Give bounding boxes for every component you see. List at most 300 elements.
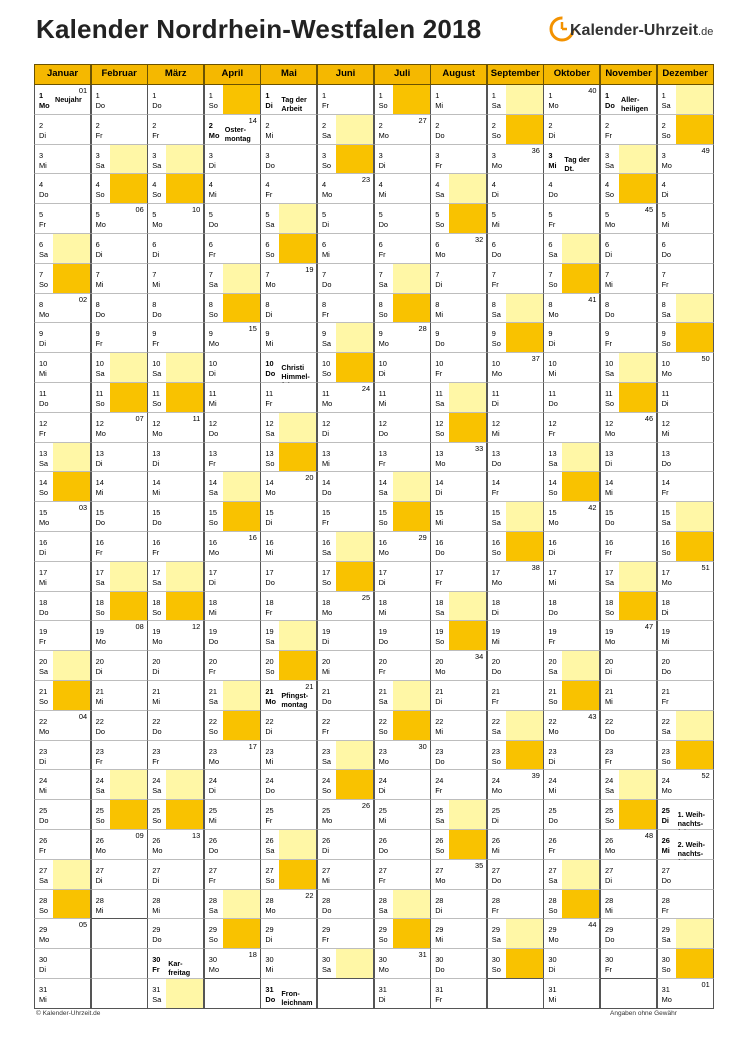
- day-cell[interactable]: [317, 323, 374, 353]
- day-cell[interactable]: [147, 979, 204, 1009]
- day-cell[interactable]: [600, 741, 657, 771]
- day-cell[interactable]: [204, 502, 261, 532]
- day-cell[interactable]: [430, 532, 487, 562]
- day-cell[interactable]: [543, 145, 600, 175]
- day-cell[interactable]: [317, 741, 374, 771]
- day-cell[interactable]: [657, 353, 714, 383]
- day-cell[interactable]: [657, 264, 714, 294]
- day-cell[interactable]: [487, 353, 544, 383]
- day-cell[interactable]: [147, 592, 204, 622]
- day-cell[interactable]: [260, 443, 317, 473]
- day-cell[interactable]: [147, 681, 204, 711]
- day-cell[interactable]: [657, 741, 714, 771]
- day-cell[interactable]: [260, 651, 317, 681]
- day-cell[interactable]: [487, 413, 544, 443]
- day-cell[interactable]: [34, 890, 91, 920]
- day-cell[interactable]: [430, 711, 487, 741]
- day-cell[interactable]: [204, 323, 261, 353]
- day-cell[interactable]: [657, 890, 714, 920]
- day-cell[interactable]: [430, 770, 487, 800]
- day-cell[interactable]: [487, 830, 544, 860]
- day-cell[interactable]: [34, 145, 91, 175]
- day-cell[interactable]: [487, 174, 544, 204]
- day-cell[interactable]: [147, 145, 204, 175]
- day-cell[interactable]: [543, 383, 600, 413]
- day-cell[interactable]: [487, 800, 544, 830]
- day-cell[interactable]: [204, 413, 261, 443]
- day-cell[interactable]: [260, 294, 317, 324]
- day-cell[interactable]: [430, 472, 487, 502]
- day-cell[interactable]: [657, 562, 714, 592]
- day-cell[interactable]: [374, 621, 431, 651]
- day-cell[interactable]: [374, 145, 431, 175]
- day-cell[interactable]: [147, 234, 204, 264]
- day-cell[interactable]: [374, 770, 431, 800]
- day-cell[interactable]: [543, 592, 600, 622]
- day-cell[interactable]: [657, 174, 714, 204]
- day-cell[interactable]: [657, 532, 714, 562]
- day-cell[interactable]: [91, 562, 148, 592]
- day-cell[interactable]: [204, 919, 261, 949]
- day-cell[interactable]: [487, 204, 544, 234]
- day-cell[interactable]: [260, 979, 317, 1009]
- day-cell[interactable]: [317, 443, 374, 473]
- day-cell[interactable]: [430, 681, 487, 711]
- day-cell[interactable]: [317, 294, 374, 324]
- day-cell[interactable]: [34, 204, 91, 234]
- day-cell[interactable]: [430, 294, 487, 324]
- day-cell[interactable]: [543, 353, 600, 383]
- day-cell[interactable]: [657, 830, 714, 860]
- day-cell[interactable]: [204, 711, 261, 741]
- day-cell[interactable]: [260, 621, 317, 651]
- day-cell[interactable]: [374, 860, 431, 890]
- day-cell[interactable]: [260, 532, 317, 562]
- day-cell[interactable]: [91, 174, 148, 204]
- day-cell[interactable]: [91, 681, 148, 711]
- day-cell[interactable]: [430, 383, 487, 413]
- day-cell[interactable]: [34, 174, 91, 204]
- day-cell[interactable]: [204, 562, 261, 592]
- day-cell[interactable]: [204, 860, 261, 890]
- day-cell[interactable]: [657, 145, 714, 175]
- day-cell[interactable]: [600, 532, 657, 562]
- day-cell[interactable]: [34, 681, 91, 711]
- day-cell[interactable]: [260, 562, 317, 592]
- day-cell[interactable]: [543, 890, 600, 920]
- day-cell[interactable]: [91, 890, 148, 920]
- day-cell[interactable]: [657, 949, 714, 979]
- day-cell[interactable]: [317, 532, 374, 562]
- day-cell[interactable]: [543, 472, 600, 502]
- day-cell[interactable]: [430, 621, 487, 651]
- day-cell[interactable]: [657, 472, 714, 502]
- day-cell[interactable]: [147, 860, 204, 890]
- day-cell[interactable]: [430, 979, 487, 1009]
- day-cell[interactable]: [430, 353, 487, 383]
- day-cell[interactable]: [374, 294, 431, 324]
- day-cell[interactable]: [543, 919, 600, 949]
- day-cell[interactable]: [260, 860, 317, 890]
- day-cell[interactable]: [204, 890, 261, 920]
- day-cell[interactable]: [374, 741, 431, 771]
- day-cell[interactable]: [34, 919, 91, 949]
- day-cell[interactable]: [317, 145, 374, 175]
- day-cell[interactable]: [543, 85, 600, 115]
- day-cell[interactable]: [374, 919, 431, 949]
- day-cell[interactable]: [600, 949, 657, 979]
- day-cell[interactable]: [430, 830, 487, 860]
- day-cell[interactable]: [260, 681, 317, 711]
- day-cell[interactable]: [487, 264, 544, 294]
- day-cell[interactable]: [487, 234, 544, 264]
- day-cell[interactable]: [147, 919, 204, 949]
- day-cell[interactable]: [91, 502, 148, 532]
- day-cell[interactable]: [600, 264, 657, 294]
- day-cell[interactable]: [374, 85, 431, 115]
- day-cell[interactable]: [374, 413, 431, 443]
- day-cell[interactable]: [600, 919, 657, 949]
- day-cell[interactable]: [34, 830, 91, 860]
- day-cell[interactable]: [34, 353, 91, 383]
- day-cell[interactable]: [430, 443, 487, 473]
- day-cell[interactable]: [91, 145, 148, 175]
- day-cell[interactable]: [147, 115, 204, 145]
- day-cell[interactable]: [204, 830, 261, 860]
- day-cell[interactable]: [91, 621, 148, 651]
- day-cell[interactable]: [657, 860, 714, 890]
- day-cell[interactable]: [260, 323, 317, 353]
- day-cell[interactable]: [487, 890, 544, 920]
- day-cell[interactable]: [260, 741, 317, 771]
- day-cell[interactable]: [543, 651, 600, 681]
- day-cell[interactable]: [487, 770, 544, 800]
- day-cell[interactable]: [543, 174, 600, 204]
- day-cell[interactable]: [430, 264, 487, 294]
- day-cell[interactable]: [317, 681, 374, 711]
- day-cell[interactable]: [657, 294, 714, 324]
- day-cell[interactable]: [91, 770, 148, 800]
- day-cell[interactable]: [317, 115, 374, 145]
- day-cell[interactable]: [317, 85, 374, 115]
- day-cell[interactable]: [91, 711, 148, 741]
- day-cell[interactable]: [430, 85, 487, 115]
- day-cell[interactable]: [204, 681, 261, 711]
- day-cell[interactable]: [543, 294, 600, 324]
- day-cell[interactable]: [657, 383, 714, 413]
- day-cell[interactable]: [543, 443, 600, 473]
- day-cell[interactable]: [317, 890, 374, 920]
- day-cell[interactable]: [600, 145, 657, 175]
- day-cell[interactable]: [34, 443, 91, 473]
- day-cell[interactable]: [204, 145, 261, 175]
- day-cell[interactable]: [657, 919, 714, 949]
- day-cell[interactable]: [374, 502, 431, 532]
- day-cell[interactable]: [600, 234, 657, 264]
- day-cell[interactable]: [317, 621, 374, 651]
- day-cell[interactable]: [260, 383, 317, 413]
- day-cell[interactable]: [317, 949, 374, 979]
- day-cell[interactable]: [374, 443, 431, 473]
- day-cell[interactable]: [543, 532, 600, 562]
- day-cell[interactable]: [487, 651, 544, 681]
- day-cell[interactable]: [147, 85, 204, 115]
- day-cell[interactable]: [204, 383, 261, 413]
- day-cell[interactable]: [147, 294, 204, 324]
- day-cell[interactable]: [34, 949, 91, 979]
- day-cell[interactable]: [34, 85, 91, 115]
- day-cell[interactable]: [543, 264, 600, 294]
- day-cell[interactable]: [487, 294, 544, 324]
- day-cell[interactable]: [317, 353, 374, 383]
- day-cell[interactable]: [374, 562, 431, 592]
- day-cell[interactable]: [600, 651, 657, 681]
- day-cell[interactable]: [147, 562, 204, 592]
- day-cell[interactable]: [147, 949, 204, 979]
- day-cell[interactable]: [487, 85, 544, 115]
- day-cell[interactable]: [204, 770, 261, 800]
- day-cell[interactable]: [260, 234, 317, 264]
- day-cell[interactable]: [34, 234, 91, 264]
- day-cell[interactable]: [657, 413, 714, 443]
- day-cell[interactable]: [543, 234, 600, 264]
- day-cell[interactable]: [147, 741, 204, 771]
- day-cell[interactable]: [600, 174, 657, 204]
- day-cell[interactable]: [600, 621, 657, 651]
- day-cell[interactable]: [147, 383, 204, 413]
- day-cell[interactable]: [260, 204, 317, 234]
- day-cell[interactable]: [317, 770, 374, 800]
- day-cell[interactable]: [204, 174, 261, 204]
- day-cell[interactable]: [657, 204, 714, 234]
- day-cell[interactable]: [317, 562, 374, 592]
- day-cell[interactable]: [374, 711, 431, 741]
- day-cell[interactable]: [34, 323, 91, 353]
- day-cell[interactable]: [543, 323, 600, 353]
- day-cell[interactable]: [374, 681, 431, 711]
- day-cell[interactable]: [657, 681, 714, 711]
- day-cell[interactable]: [600, 323, 657, 353]
- day-cell[interactable]: [204, 592, 261, 622]
- day-cell[interactable]: [147, 711, 204, 741]
- day-cell[interactable]: [260, 502, 317, 532]
- day-cell[interactable]: [147, 353, 204, 383]
- day-cell[interactable]: [657, 770, 714, 800]
- day-cell[interactable]: [374, 204, 431, 234]
- day-cell[interactable]: [600, 502, 657, 532]
- day-cell[interactable]: [260, 592, 317, 622]
- day-cell[interactable]: [487, 681, 544, 711]
- day-cell[interactable]: [91, 353, 148, 383]
- day-cell[interactable]: [430, 204, 487, 234]
- day-cell[interactable]: [260, 145, 317, 175]
- day-cell[interactable]: [600, 294, 657, 324]
- day-cell[interactable]: [317, 592, 374, 622]
- day-cell[interactable]: [204, 741, 261, 771]
- day-cell[interactable]: [34, 651, 91, 681]
- day-cell[interactable]: [374, 949, 431, 979]
- day-cell[interactable]: [260, 174, 317, 204]
- day-cell[interactable]: [260, 472, 317, 502]
- day-cell[interactable]: [430, 860, 487, 890]
- day-cell[interactable]: [600, 85, 657, 115]
- day-cell[interactable]: [543, 830, 600, 860]
- day-cell[interactable]: [260, 115, 317, 145]
- day-cell[interactable]: [600, 443, 657, 473]
- day-cell[interactable]: [147, 830, 204, 860]
- day-cell[interactable]: [147, 174, 204, 204]
- day-cell[interactable]: [204, 532, 261, 562]
- day-cell[interactable]: [317, 860, 374, 890]
- day-cell[interactable]: [374, 323, 431, 353]
- day-cell[interactable]: [543, 800, 600, 830]
- day-cell[interactable]: [374, 383, 431, 413]
- day-cell[interactable]: [600, 472, 657, 502]
- day-cell[interactable]: [657, 621, 714, 651]
- day-cell[interactable]: [317, 472, 374, 502]
- day-cell[interactable]: [147, 472, 204, 502]
- day-cell[interactable]: [260, 264, 317, 294]
- day-cell[interactable]: [91, 651, 148, 681]
- day-cell[interactable]: [374, 592, 431, 622]
- day-cell[interactable]: [260, 85, 317, 115]
- day-cell[interactable]: [430, 234, 487, 264]
- day-cell[interactable]: [657, 711, 714, 741]
- day-cell[interactable]: [430, 800, 487, 830]
- day-cell[interactable]: [487, 443, 544, 473]
- day-cell[interactable]: [487, 711, 544, 741]
- day-cell[interactable]: [374, 890, 431, 920]
- day-cell[interactable]: [317, 651, 374, 681]
- day-cell[interactable]: [374, 830, 431, 860]
- day-cell[interactable]: [430, 562, 487, 592]
- day-cell[interactable]: [430, 651, 487, 681]
- day-cell[interactable]: [430, 919, 487, 949]
- day-cell[interactable]: [317, 383, 374, 413]
- day-cell[interactable]: [317, 711, 374, 741]
- day-cell[interactable]: [374, 353, 431, 383]
- day-cell[interactable]: [317, 413, 374, 443]
- day-cell[interactable]: [657, 443, 714, 473]
- day-cell[interactable]: [657, 234, 714, 264]
- day-cell[interactable]: [487, 383, 544, 413]
- day-cell[interactable]: [204, 800, 261, 830]
- day-cell[interactable]: [374, 651, 431, 681]
- day-cell[interactable]: [147, 532, 204, 562]
- day-cell[interactable]: [430, 115, 487, 145]
- day-cell[interactable]: [204, 204, 261, 234]
- day-cell[interactable]: [430, 174, 487, 204]
- day-cell[interactable]: [543, 711, 600, 741]
- day-cell[interactable]: [34, 860, 91, 890]
- day-cell[interactable]: [374, 472, 431, 502]
- day-cell[interactable]: [91, 800, 148, 830]
- day-cell[interactable]: [657, 592, 714, 622]
- day-cell[interactable]: [600, 800, 657, 830]
- day-cell[interactable]: [147, 443, 204, 473]
- day-cell[interactable]: [91, 383, 148, 413]
- day-cell[interactable]: [600, 353, 657, 383]
- day-cell[interactable]: [91, 85, 148, 115]
- day-cell[interactable]: [34, 502, 91, 532]
- day-cell[interactable]: [317, 830, 374, 860]
- day-cell[interactable]: [260, 353, 317, 383]
- day-cell[interactable]: [34, 979, 91, 1009]
- day-cell[interactable]: [204, 294, 261, 324]
- day-cell[interactable]: [430, 145, 487, 175]
- day-cell[interactable]: [430, 502, 487, 532]
- day-cell[interactable]: [600, 562, 657, 592]
- day-cell[interactable]: [91, 830, 148, 860]
- day-cell[interactable]: [34, 115, 91, 145]
- day-cell[interactable]: [91, 741, 148, 771]
- day-cell[interactable]: [543, 770, 600, 800]
- day-cell[interactable]: [34, 532, 91, 562]
- day-cell[interactable]: [600, 681, 657, 711]
- day-cell[interactable]: [204, 472, 261, 502]
- day-cell[interactable]: [487, 562, 544, 592]
- day-cell[interactable]: [430, 592, 487, 622]
- day-cell[interactable]: [204, 234, 261, 264]
- day-cell[interactable]: [600, 830, 657, 860]
- day-cell[interactable]: [543, 860, 600, 890]
- day-cell[interactable]: [374, 532, 431, 562]
- day-cell[interactable]: [374, 234, 431, 264]
- day-cell[interactable]: [600, 413, 657, 443]
- day-cell[interactable]: [260, 919, 317, 949]
- day-cell[interactable]: [317, 800, 374, 830]
- day-cell[interactable]: [543, 681, 600, 711]
- day-cell[interactable]: [147, 264, 204, 294]
- day-cell[interactable]: [374, 979, 431, 1009]
- day-cell[interactable]: [487, 145, 544, 175]
- day-cell[interactable]: [260, 770, 317, 800]
- day-cell[interactable]: [204, 651, 261, 681]
- day-cell[interactable]: [91, 443, 148, 473]
- day-cell[interactable]: [657, 800, 714, 830]
- day-cell[interactable]: [543, 741, 600, 771]
- day-cell[interactable]: [91, 264, 148, 294]
- day-cell[interactable]: [487, 502, 544, 532]
- day-cell[interactable]: [600, 383, 657, 413]
- day-cell[interactable]: [147, 890, 204, 920]
- day-cell[interactable]: [204, 621, 261, 651]
- day-cell[interactable]: [147, 204, 204, 234]
- day-cell[interactable]: [430, 890, 487, 920]
- day-cell[interactable]: [657, 115, 714, 145]
- day-cell[interactable]: [374, 800, 431, 830]
- day-cell[interactable]: [543, 413, 600, 443]
- day-cell[interactable]: [204, 85, 261, 115]
- day-cell[interactable]: [487, 115, 544, 145]
- day-cell[interactable]: [430, 741, 487, 771]
- day-cell[interactable]: [147, 800, 204, 830]
- day-cell[interactable]: [430, 949, 487, 979]
- brand-logo[interactable]: [570, 22, 713, 40]
- day-cell[interactable]: [34, 413, 91, 443]
- day-cell[interactable]: [91, 592, 148, 622]
- day-cell[interactable]: [91, 532, 148, 562]
- day-cell[interactable]: [204, 264, 261, 294]
- day-cell[interactable]: [317, 919, 374, 949]
- day-cell[interactable]: [487, 532, 544, 562]
- day-cell[interactable]: [204, 353, 261, 383]
- day-cell[interactable]: [600, 890, 657, 920]
- day-cell[interactable]: [374, 174, 431, 204]
- day-cell[interactable]: [147, 651, 204, 681]
- day-cell[interactable]: [430, 413, 487, 443]
- day-cell[interactable]: [317, 204, 374, 234]
